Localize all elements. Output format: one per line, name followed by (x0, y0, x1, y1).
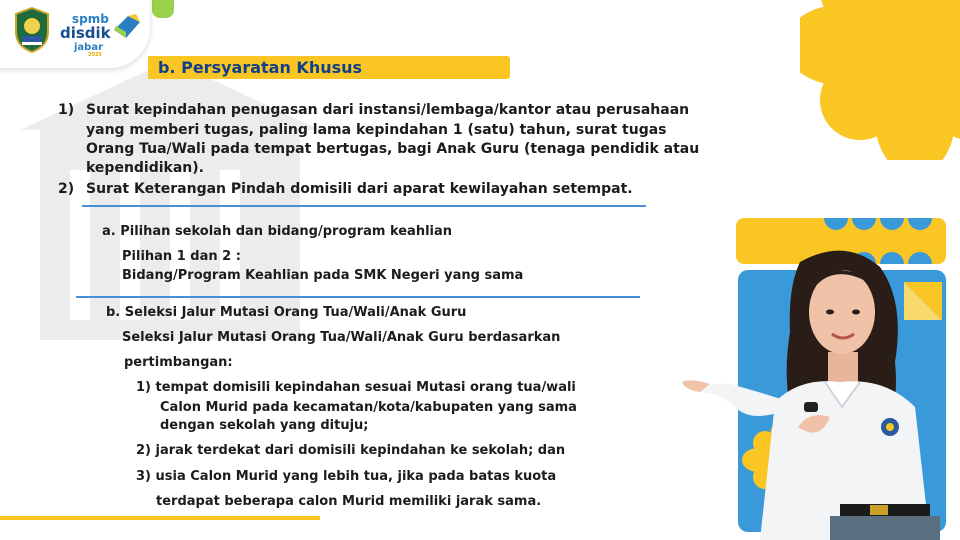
requirement-2-line-1: Surat Keterangan Pindah domisili dari aparat kewilayahan setempat. (86, 181, 633, 197)
logo-word-year: 2025 (88, 52, 102, 58)
requirement-1-line-4: kependidikan). (86, 160, 204, 176)
logo-word-disdik: disdik (60, 24, 111, 42)
section-title: b. Persyaratan Khusus (158, 58, 363, 77)
book-icon (112, 12, 142, 40)
flower-decoration-icon (800, 0, 960, 160)
requirement-2-number: 2) (58, 181, 75, 197)
logo-header (0, 0, 150, 68)
requirement-1-line-2: yang memberi tugas, paling lama kepindahan 1 (satu) tahun, surat tugas (86, 122, 667, 138)
subsection-b-item-1-line-2: Calon Murid pada kecamatan/kota/kabupaten yang sama (160, 400, 577, 415)
student-illustration (680, 242, 960, 540)
subsection-a-title: a. Pilihan sekolah dan bidang/program keahlian (102, 224, 453, 239)
subsection-a-line-1: Pilihan 1 dan 2 : (122, 249, 241, 264)
requirement-1-number: 1) (58, 102, 75, 118)
subsection-b-item-2-line-1: 2) jarak terdekat dari domisili kepindahan ke sekolah; dan (136, 443, 566, 458)
divider-line-2 (76, 296, 640, 298)
bottom-yellow-accent (0, 516, 320, 520)
green-corner-decoration (152, 0, 174, 18)
subsection-a-line-2: Bidang/Program Keahlian pada SMK Negeri yang sama (122, 268, 524, 283)
requirement-1-line-3: Orang Tua/Wali pada tempat bertugas, bagi Anak Guru (tenaga pendidik atau (86, 141, 700, 157)
divider-line-1 (82, 205, 646, 207)
subsection-b-intro-1: Seleksi Jalur Mutasi Orang Tua/Wali/Anak Guru berdasarkan (122, 330, 561, 345)
subsection-b-item-3-line-2: terdapat beberapa calon Murid memiliki jarak sama. (156, 494, 542, 509)
spmb-logo (60, 6, 150, 58)
subsection-b-intro-2: pertimbangan: (124, 355, 233, 370)
subsection-b-item-1-line-3: dengan sekolah yang dituju; (160, 418, 369, 433)
subsection-b-item-1-line-1: 1) tempat domisili kepindahan sesuai Mutasi orang tua/wali (136, 380, 576, 395)
logo-word-spmb: spmb (72, 12, 109, 26)
requirement-1-line-1: Surat kepindahan penugasan dari instansi/lembaga/kantor atau perusahaan (86, 102, 690, 118)
subsection-b-item-3-line-1: 3) usia Calon Murid yang lebih tua, jika pada batas kuota (136, 469, 557, 484)
logo-word-jabar: jabar (74, 42, 104, 53)
subsection-b-title: b. Seleksi Jalur Mutasi Orang Tua/Wali/Anak Guru (106, 305, 467, 320)
section-title-bar (148, 56, 510, 79)
west-java-seal-icon (12, 6, 52, 54)
